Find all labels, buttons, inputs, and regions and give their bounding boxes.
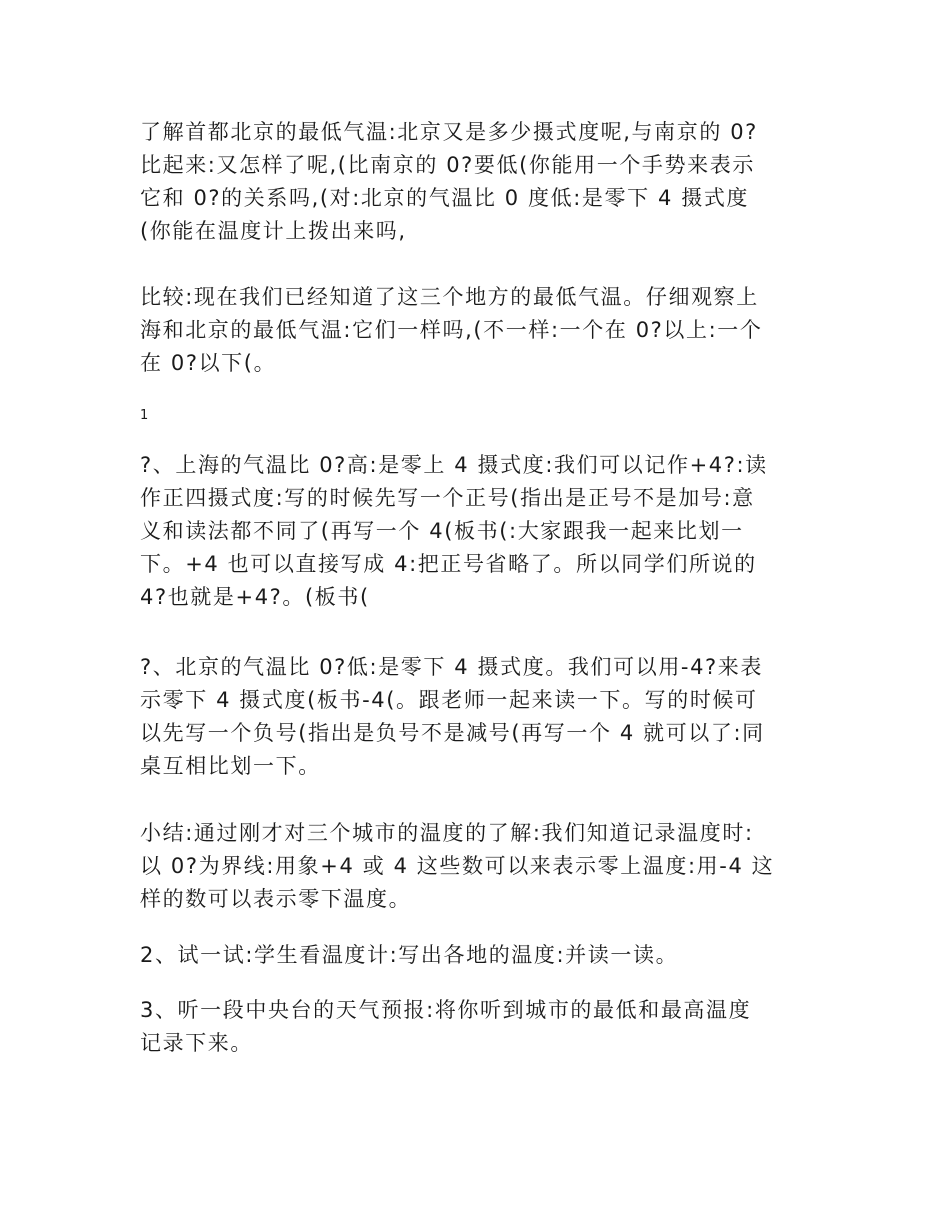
paragraph-try-it: 2、试一试:学生看温度计:写出各地的温度:并读一读。: [140, 943, 679, 967]
page-number: 1: [140, 408, 149, 423]
paragraph-compare: 比较:现在我们已经知道了这三个地方的最低气温。仔细观察上 海和北京的最低气温:它们一样吗,(不一样:一个在 0?以上:一个 在 0?以下(。: [140, 285, 763, 375]
paragraph-beijing-temperature: 了解首都北京的最低气温:北京又是多少摄式度呢,与南京的 0? 比起来:又怎样了呢,(比南京的 0?要低(你能用一个手势来表示 它和 0?的关系吗,(对:北京的气温比 0 度低:是零下 4 摄式度 (你能在温度计上拨出来吗,: [140, 120, 758, 243]
paragraph-beijing-negative: ?、北京的气温比 0?低:是零下 4 摄式度。我们可以用-4?来表 示零下 4 摄式度(板书-4(。跟老师一起来读一下。写的时候可 以先写一个负号(指出是负号不是减号(再写一个 4 就可以了:同 桌互相比划一下。: [140, 655, 765, 778]
paragraph-shanghai-positive: ?、上海的气温比 0?高:是零上 4 摄式度:我们可以记作+4?:读 作正四摄式度:写的时候先写一个正号(指出是正号不是加号:意 义和读法都不同了(再写一个 4(板书(:大家跟我一起来比划一 下。+4 也可以直接写成 4:把正号省略了。所以同学们所说的 4?也就是+4?。(板书(: [140, 453, 768, 609]
paragraph-summary: 小结:通过刚才对三个城市的温度的了解:我们知道记录温度时: 以 0?为界线:用象+4 或 4 这些数可以来表示零上温度:用-4 这 样的数可以表示零下温度。: [140, 821, 775, 911]
paragraph-weather-forecast: 3、听一段中央台的天气预报:将你听到城市的最低和最高温度 记录下来。: [140, 998, 752, 1055]
